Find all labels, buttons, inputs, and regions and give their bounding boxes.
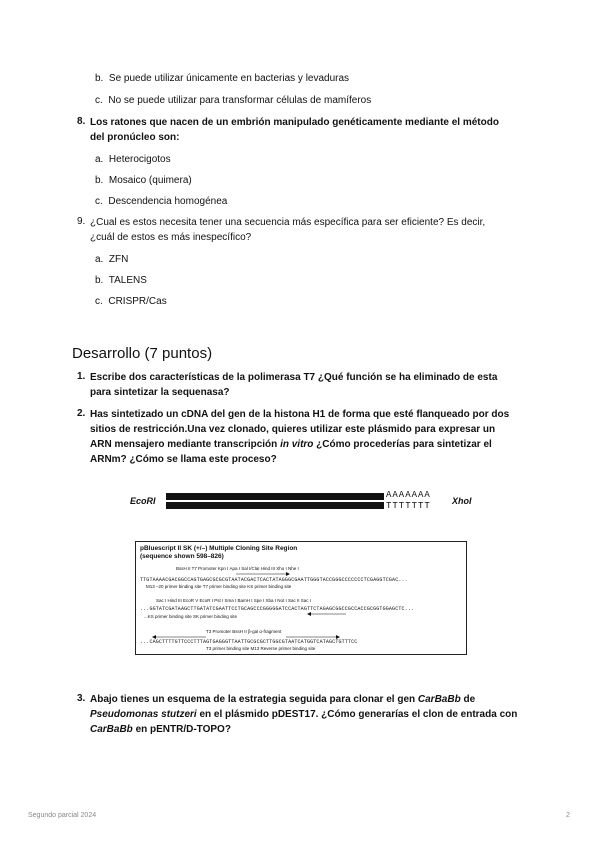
text-italic-segment: in vitro bbox=[280, 439, 314, 450]
option-text: Descendencia homogénea bbox=[108, 196, 228, 207]
xhoi-label: XhoI bbox=[452, 496, 472, 506]
cdna-double-strand bbox=[166, 491, 384, 511]
question-8-option-b bbox=[95, 174, 192, 187]
option-letter: a. bbox=[95, 154, 104, 165]
dev-question-2-line2: sitios de restricción.Una vez clonado, quieres utilizar este plásmido para expresar un bbox=[90, 424, 496, 435]
question-8-number: 8. bbox=[77, 116, 86, 127]
gene-name: CarBaBb bbox=[90, 724, 133, 735]
pbluescript-mcs-figure bbox=[135, 541, 467, 655]
option-text: CRISPR/Cas bbox=[108, 296, 167, 307]
text-segment: en pENTR/D-TOPO? bbox=[132, 724, 231, 735]
cdna-insert-diagram bbox=[166, 491, 384, 511]
option-b-prev bbox=[95, 72, 349, 85]
mcs-row2-primer-labels: ...KS primer binding site SK primer binding site bbox=[144, 614, 238, 619]
dev-question-3-line1 bbox=[90, 693, 475, 706]
option-text: Mosaico (quimera) bbox=[108, 175, 192, 186]
text-segment: Abajo tienes un esquema de la estrategia seguida para clonar el gen bbox=[90, 694, 418, 705]
mcs-row1-primer-labels: M13 –20 primer binding site T7 primer binding site KS primer binding site bbox=[146, 584, 292, 589]
option-text: Heterocigotos bbox=[108, 154, 171, 165]
mcs-row3-sequence: ...CAGCTTTTGTTCCCTTTAGTGAGGGTTAATTGCGCGCTTGGCGTAATCATGGTCATAGCTGTTTCC bbox=[140, 639, 358, 645]
question-9-number: 9. bbox=[77, 216, 86, 227]
mcs-subtitle: (sequence shown 598–826) bbox=[140, 553, 224, 560]
option-letter: b. bbox=[95, 275, 104, 286]
section-title: Desarrollo (7 puntos) bbox=[72, 345, 213, 362]
text-segment: ARN mensajero mediante transcripción bbox=[90, 439, 281, 450]
question-9-option-c bbox=[95, 295, 167, 308]
ecori-label: EcoRI bbox=[130, 496, 156, 506]
option-letter: b. bbox=[95, 175, 104, 186]
dev-question-1-line2: para sintetizar la sequenasa? bbox=[90, 387, 230, 398]
question-8-text-line2: del pronúcleo son: bbox=[90, 132, 180, 143]
question-8-option-c bbox=[95, 195, 227, 208]
option-letter: c. bbox=[95, 296, 103, 307]
dev-question-2-line3 bbox=[90, 438, 492, 451]
dev-question-3-line3 bbox=[90, 723, 231, 736]
poly-a-tail: AAAAAAA bbox=[386, 490, 431, 500]
option-text: TALENS bbox=[108, 275, 147, 286]
option-letter: a. bbox=[95, 254, 104, 265]
question-8-option-a bbox=[95, 153, 171, 166]
poly-t-tail: TTTTTTT bbox=[386, 501, 431, 511]
question-9-option-a bbox=[95, 253, 128, 266]
option-text: No se puede utilizar para transformar células de mamíferos bbox=[108, 95, 372, 106]
question-9-text-line1: ¿Cual es estos necesita tener una secuencia más específica para ser eficiente? Es decir, bbox=[90, 217, 486, 228]
dev-question-1-number: 1. bbox=[77, 371, 86, 382]
question-9-option-b bbox=[95, 274, 147, 287]
mcs-row3-primer-labels: T3 primer binding site M13 Reverse primer binding site bbox=[206, 646, 316, 651]
mcs-row1-sites: BssH II T7 Promoter Kpn I Apa I Sal I/ClaI Hind III Xho I Nhe I bbox=[176, 566, 299, 571]
question-8-text-line1: Los ratones que nacen de un embrión manipulado genéticamente mediante el método bbox=[90, 117, 499, 128]
option-letter: c. bbox=[95, 196, 103, 207]
mcs-row2-sites: Sac I Hind III EcoR V EcoR I Pst I Sma I BamH I Spe I Xba I Not I Sac II Sac I bbox=[156, 598, 312, 603]
option-letter: c. bbox=[95, 95, 103, 106]
option-text: ZFN bbox=[108, 254, 129, 265]
gene-name: CarBaBb bbox=[417, 694, 461, 705]
dev-question-3-number: 3. bbox=[77, 693, 86, 704]
mcs-row2-sequence: ...GGTATCGATAAGCTTGATATCGAATTCCTGCAGCCCGGGGGATCCACTAGTTCTAGAGCGGCCGCCACCGCGGTGGAGCTC... bbox=[140, 606, 415, 612]
footer-label: Segundo parcial 2024 bbox=[28, 812, 97, 819]
dev-question-3-line2 bbox=[90, 708, 517, 721]
option-letter: b. bbox=[95, 73, 104, 84]
mcs-row1-sequence: TTGTAAAACGACGGCCAGTGAGCGCGCGTAATACGACTCACTATAGGGCGAATTGGGTACCGGGCCCCCCCTCGAGGTCGAC... bbox=[140, 577, 408, 583]
organism-name: Pseudomonas stutzeri bbox=[90, 709, 197, 720]
text-segment: de bbox=[460, 694, 476, 705]
question-9-text-line2: ¿cuál de estos es más inespecífico? bbox=[90, 232, 252, 243]
mcs-title: pBluescript II SK (+/–) Multiple Cloning Site Region bbox=[140, 545, 298, 552]
page-number: 2 bbox=[566, 812, 570, 819]
dev-question-2-line1: Has sintetizado un cDNA del gen de la histona H1 de forma que esté flanqueado por dos bbox=[90, 409, 510, 420]
option-text: Se puede utilizar únicamente en bacterias y levaduras bbox=[108, 73, 350, 84]
dev-question-2-number: 2. bbox=[77, 408, 86, 419]
dev-question-1-line1: Escribe dos características de la polimerasa T7 ¿Qué función se ha eliminado de esta bbox=[90, 372, 498, 383]
text-segment: en el plásmido pDEST17. ¿Cómo generarías el clon de entrada con bbox=[196, 709, 518, 720]
option-c-prev bbox=[95, 94, 371, 107]
text-segment: ¿Cómo procederías para sintetizar el bbox=[313, 439, 492, 450]
dev-question-2-line4: ARNm? ¿Cómo se llama este proceso? bbox=[90, 454, 277, 465]
mcs-row3-sites: T3 Promoter BssH II β-gal α-fragment bbox=[206, 629, 282, 634]
